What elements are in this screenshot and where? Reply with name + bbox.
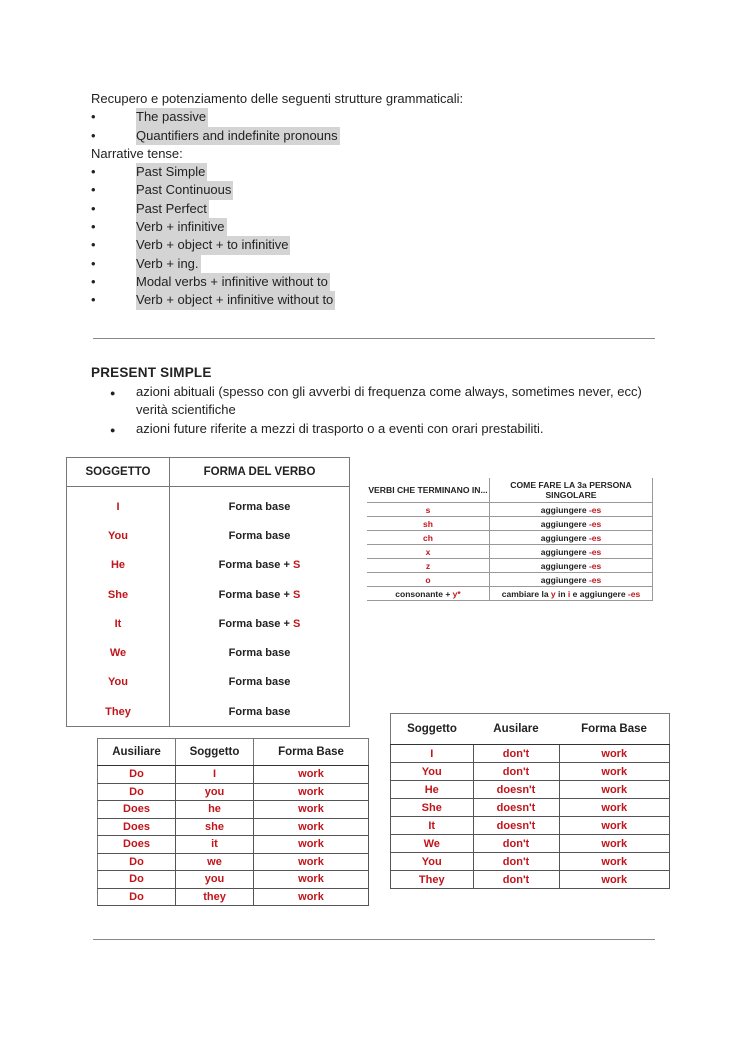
- table-cell: you: [176, 871, 254, 889]
- table-row: [98, 801, 369, 819]
- list-item: • Verb + infinitive: [91, 218, 463, 236]
- table-cell: Do: [98, 871, 176, 889]
- table-row: [67, 580, 350, 609]
- verb-form-table: [66, 457, 350, 727]
- table-row: [98, 783, 369, 801]
- table-cell: Does: [98, 836, 176, 854]
- column-header: Soggetto: [176, 739, 254, 766]
- table-row: [367, 559, 653, 573]
- table-cell: it: [176, 836, 254, 854]
- table-row: [67, 551, 350, 580]
- table-cell: Does: [98, 818, 176, 836]
- table-cell: work: [559, 871, 670, 889]
- table-cell: don't: [473, 745, 559, 763]
- list-item: • Verb + object + infinitive without to: [91, 291, 463, 309]
- table-cell: You: [391, 853, 474, 871]
- list-item: • Past Continuous: [91, 181, 463, 199]
- section-title: PRESENT SIMPLE: [91, 365, 212, 380]
- table-cell: don't: [473, 871, 559, 889]
- column-header: VERBI CHE TERMINANO IN...: [367, 478, 490, 503]
- table-header-row: [367, 478, 653, 503]
- table-cell: consonante + y*: [367, 587, 490, 601]
- table-cell: work: [254, 766, 369, 784]
- table-cell: cambiare la y in i e aggiungere -es: [490, 587, 653, 601]
- table-row: [98, 888, 369, 906]
- table-cell: You: [391, 763, 474, 781]
- table-cell: They: [391, 871, 474, 889]
- table-row: [367, 573, 653, 587]
- column-header: FORMA DEL VERBO: [170, 458, 350, 487]
- verb-form-cell: Forma base: [170, 638, 350, 667]
- ending-cell: o: [367, 573, 490, 587]
- table-row: [67, 697, 350, 727]
- subject-cell: You: [108, 529, 128, 542]
- table-row: [391, 763, 670, 781]
- rule-cell: aggiungere -es: [490, 503, 653, 517]
- table-row: [67, 521, 350, 550]
- third-person-endings-table: [367, 478, 653, 601]
- table-cell: work: [254, 836, 369, 854]
- ending-cell: sh: [367, 517, 490, 531]
- table-cell: she: [176, 818, 254, 836]
- table-row: [98, 766, 369, 784]
- table-cell: work: [254, 783, 369, 801]
- table-cell: Does: [98, 801, 176, 819]
- subject-cell: I: [116, 500, 120, 513]
- list-item: • Modal verbs + infinitive without to: [91, 273, 463, 291]
- table-cell: I: [391, 745, 474, 763]
- verb-form-cell: Forma base: [170, 521, 350, 550]
- list-item: • Verb + object + to infinitive: [91, 236, 463, 254]
- table-cell: Do: [98, 853, 176, 871]
- list-item: • Past Perfect: [91, 200, 463, 218]
- table-row: [367, 531, 653, 545]
- column-header: COME FARE LA 3a PERSONA SINGOLARE: [490, 478, 653, 503]
- list-item: • The passive: [91, 108, 463, 126]
- usage-list: [110, 383, 655, 440]
- table-cell: work: [559, 799, 670, 817]
- list-item: • Verb + ing.: [91, 255, 463, 273]
- list-item: ● azioni future riferite a mezzi di trasporto o a eventi con orari prestabiliti.: [110, 421, 544, 436]
- column-header: Soggetto: [391, 714, 474, 745]
- table-cell: work: [254, 801, 369, 819]
- question-form-table: [97, 738, 369, 906]
- ending-cell: x: [367, 545, 490, 559]
- table-cell: work: [559, 745, 670, 763]
- table-cell: doesn't: [473, 817, 559, 835]
- table-cell: don't: [473, 853, 559, 871]
- table-row: [367, 587, 653, 601]
- table-row: [98, 871, 369, 889]
- table-row: [367, 545, 653, 559]
- table-cell: Do: [98, 888, 176, 906]
- table-cell: work: [559, 763, 670, 781]
- list-heading: Recupero e potenziamento delle seguenti strutture grammaticali:: [91, 91, 464, 106]
- table-row: [98, 818, 369, 836]
- table-cell: don't: [473, 835, 559, 853]
- table-row: [67, 638, 350, 667]
- rule-cell: aggiungere -es: [490, 559, 653, 573]
- table-row: [391, 817, 670, 835]
- list-item: • Quantifiers and indefinite pronouns: [91, 127, 463, 145]
- table-cell: She: [391, 799, 474, 817]
- table-cell: Do: [98, 783, 176, 801]
- verb-form-cell: Forma base + S: [170, 580, 350, 609]
- table-cell: work: [559, 781, 670, 799]
- column-header: SOGGETTO: [67, 458, 170, 487]
- verb-form-cell: Forma base: [170, 697, 350, 727]
- table-cell: don't: [473, 763, 559, 781]
- table-cell: we: [176, 853, 254, 871]
- table-cell: We: [391, 835, 474, 853]
- column-header: Forma Base: [254, 739, 369, 766]
- ending-cell: s: [367, 503, 490, 517]
- column-header: Ausiliare: [98, 739, 176, 766]
- table-row: [391, 871, 670, 889]
- table-row: [391, 745, 670, 763]
- horizontal-rule: [93, 338, 655, 339]
- grammar-structures-list: [91, 90, 463, 310]
- table-row: [67, 487, 350, 522]
- table-row: [367, 517, 653, 531]
- table-cell: Do: [98, 766, 176, 784]
- table-cell: doesn't: [473, 799, 559, 817]
- table-cell: you: [176, 783, 254, 801]
- table-header-row: [98, 739, 369, 766]
- column-header: Forma Base: [559, 714, 670, 745]
- subject-cell: He: [110, 559, 126, 572]
- subject-cell: You: [108, 676, 128, 689]
- table-cell: he: [176, 801, 254, 819]
- horizontal-rule: [93, 939, 655, 940]
- table-cell: He: [391, 781, 474, 799]
- list-item: ● azioni abituali (spesso con gli avverbi di frequenza come always, sometimes never, ecc) verità scientifiche: [110, 384, 642, 417]
- table-cell: work: [559, 835, 670, 853]
- ending-cell: z: [367, 559, 490, 573]
- table-cell: work: [559, 817, 670, 835]
- rule-cell: aggiungere -es: [490, 517, 653, 531]
- table-row: [98, 853, 369, 871]
- table-cell: work: [254, 853, 369, 871]
- rule-cell: aggiungere -es: [490, 545, 653, 559]
- table-cell: I: [176, 766, 254, 784]
- subject-cell: She: [107, 588, 129, 601]
- table-cell: work: [559, 853, 670, 871]
- table-row: [367, 503, 653, 517]
- verb-form-cell: Forma base + S: [170, 609, 350, 638]
- table-row: [67, 609, 350, 638]
- table-cell: work: [254, 871, 369, 889]
- subject-cell: They: [105, 705, 131, 718]
- table-cell: work: [254, 818, 369, 836]
- table-cell: It: [391, 817, 474, 835]
- table-row: [67, 668, 350, 697]
- rule-cell: aggiungere -es: [490, 531, 653, 545]
- list-item: • Past Simple: [91, 163, 463, 181]
- verb-form-cell: Forma base + S: [170, 551, 350, 580]
- table-row: [391, 835, 670, 853]
- column-header: Ausilare: [473, 714, 559, 745]
- table-row: [391, 799, 670, 817]
- table-row: [391, 853, 670, 871]
- table-header-row: [391, 714, 670, 745]
- verb-form-cell: Forma base: [170, 668, 350, 697]
- table-cell: they: [176, 888, 254, 906]
- negative-form-table: [390, 713, 670, 889]
- ending-cell: ch: [367, 531, 490, 545]
- table-header-row: [67, 458, 350, 487]
- subject-cell: It: [114, 617, 122, 630]
- table-row: [391, 781, 670, 799]
- table-row: [98, 836, 369, 854]
- list-subheading: Narrative tense:: [91, 145, 183, 161]
- verb-form-cell: Forma base: [170, 487, 350, 522]
- rule-cell: aggiungere -es: [490, 573, 653, 587]
- table-cell: work: [254, 888, 369, 906]
- table-cell: doesn't: [473, 781, 559, 799]
- subject-cell: We: [109, 647, 127, 660]
